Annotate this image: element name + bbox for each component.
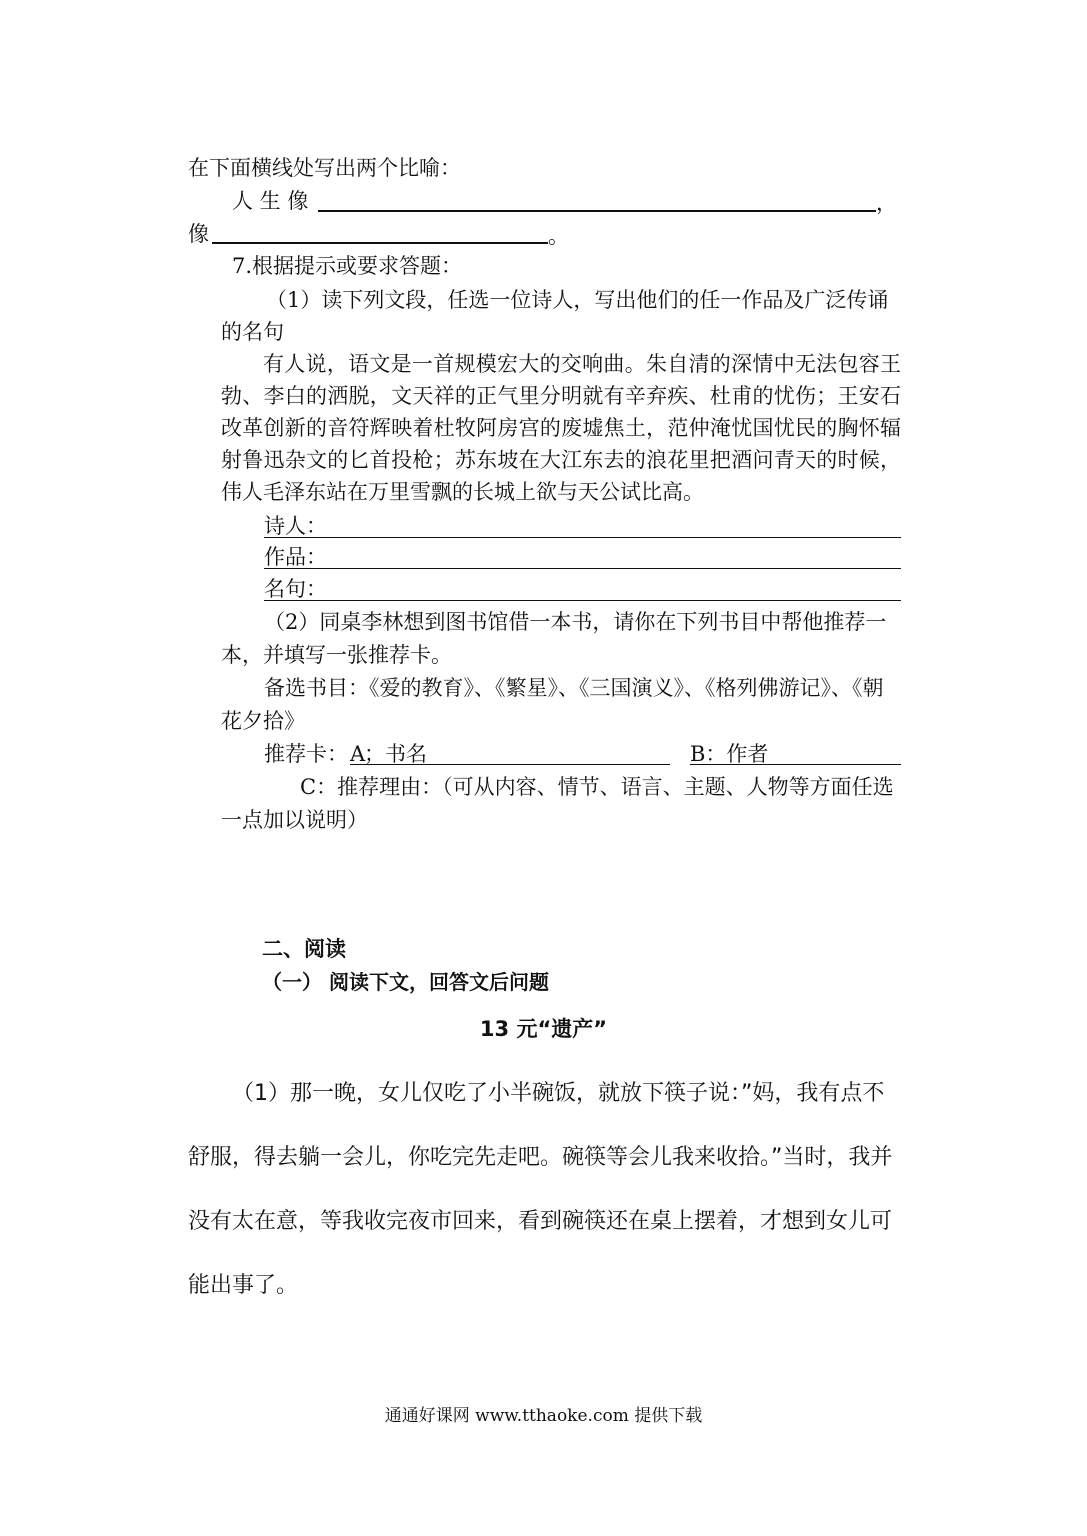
q6-comma: ， [876, 191, 897, 215]
q7-part1-line1: （1）读下列文段，任选一位诗人，写出他们的任一作品及广泛传诵 [266, 288, 889, 312]
field-work-line[interactable] [264, 568, 901, 569]
section-subtitle: （一） 阅读下文，回答文后问题 [262, 970, 549, 994]
q6-period: 。 [548, 224, 569, 248]
q7-part2-line2: 本，并填写一张推荐卡。 [221, 643, 452, 667]
q7-heading: 7.根据提示或要求答题： [232, 254, 463, 278]
card-a-letter: A [350, 742, 366, 766]
card-a-line[interactable] [350, 764, 670, 765]
section-title: 二、阅读 [262, 937, 346, 961]
q6-like-label: 像 [188, 222, 209, 246]
field-quote-line[interactable] [264, 600, 901, 601]
q7-passage: 有人说，语文是一首规模宏大的交响曲。朱自清的深情中无法包容王勃、李白的洒脱，文天祥的正气里分明就有辛弃疾、杜甫的忧伤；王安石改革创新的音符辉映着杜牧阿房宫的废墟焦土，范仲淹忧国忧民的胸怀辐射鲁迅杂文的匕首投枪；苏东坡在大江东去的浪花里把酒问青天的时候，伟人毛泽东站在万里雪飘的长城上欲与天公试比高。 [221, 352, 901, 504]
story-title: 13 元“遗产” [479, 1017, 608, 1041]
books-line2: 花夕拾》 [221, 709, 305, 733]
card-b-label: B：作者 [690, 742, 769, 766]
q6-instruction: 在下面横线处写出两个比喻： [188, 156, 461, 180]
books-line1: 备选书目：《爱的教育》、《繁星》、《三国演义》、《格列佛游记》、《朝 [264, 676, 884, 700]
card-label: 推荐卡： [264, 742, 348, 766]
card-c-line1: C：推荐理由：（可从内容、情节、语言、主题、人物等方面任选 [300, 775, 894, 799]
field-quote-label: 名句： [264, 577, 327, 601]
field-poet-line[interactable] [264, 537, 901, 538]
card-a-title-label: ；书名 [364, 742, 427, 766]
story-paragraph-1: （1）那一晚，女儿仅吃了小半碗饭，就放下筷子说：”妈，我有点不舒服，得去躺一会儿，你吃完先走吧。碗筷等会儿我来收拾。”当时，我并没有太在意，等我收完夜市回来，看到碗筷还在桌上摆着，才想到女儿可能出事了。 [188, 1081, 893, 1298]
page-footer: 通通好课网 www.tthaoke.com 提供下载 [384, 1406, 703, 1426]
q7-part2-line1: （2）同桌李林想到图书馆借一本书，请你在下列书目中帮他推荐一 [264, 610, 887, 634]
q7-part1-line2: 的名句 [221, 320, 284, 344]
q6-answer-line-2[interactable] [212, 242, 548, 244]
card-b-line[interactable] [690, 764, 901, 765]
q6-answer-line-1[interactable] [318, 210, 876, 212]
field-work-label: 作品： [264, 545, 327, 569]
q6-life-like-label: 人 生 像 [232, 189, 309, 213]
card-c-line2: 一点加以说明） [221, 808, 368, 832]
field-poet-label: 诗人： [264, 514, 327, 538]
